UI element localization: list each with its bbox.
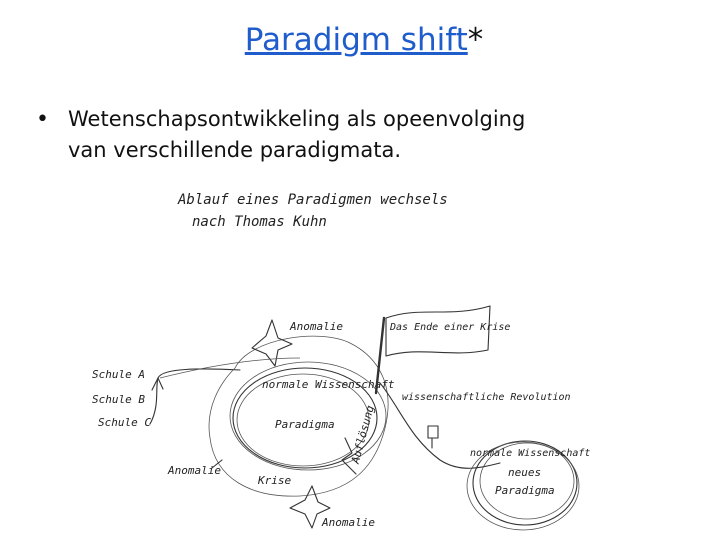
bullet-dot-icon: •: [36, 107, 49, 132]
revolution-label: wissenschaftliche Revolution: [402, 392, 571, 403]
aufloesung-label: Auflösung: [348, 403, 377, 465]
fist-icon: [428, 426, 438, 448]
school-to-paradigm-line: [160, 358, 300, 378]
bullet-line-1: Wetenschapsontwikkeling als opeenvolging: [68, 107, 526, 131]
sketch-heading-2: nach Thomas Kuhn: [192, 214, 327, 230]
new-normale-label: normale Wissenschaft: [470, 448, 591, 459]
neues-label: neues: [508, 466, 542, 479]
title-asterisk: *: [467, 22, 484, 58]
schule-b-label: Schule B: [92, 393, 145, 406]
schule-c-label: Schule C: [98, 416, 151, 429]
anomalie-left-label: Anomalie: [168, 464, 221, 477]
schule-a-label: Schule A: [92, 368, 145, 381]
bullet-item: [36, 104, 696, 166]
sketch-heading-1: Ablauf eines Paradigmen wechsels: [178, 192, 448, 208]
bullet-line-2: van verschillende paradigmata.: [68, 138, 402, 162]
anomalie-top-label: Anomalie: [290, 320, 343, 333]
bullet-list: [36, 104, 696, 166]
slide-title: [0, 20, 728, 60]
normale-wissenschaft-label: normale Wissenschaft: [262, 378, 395, 391]
new-paradigma-label: Paradigma: [495, 484, 555, 497]
anomalie-bottom-label: Anomalie: [322, 516, 375, 529]
paradigm-label: Paradigma: [275, 418, 335, 431]
krise-label: Krise: [258, 474, 292, 487]
flag-text: Das Ende einer Krise: [390, 322, 511, 333]
kuhn-sketch-drawing: [0, 178, 728, 546]
paradigm-shift-link[interactable]: Paradigm shift: [244, 22, 468, 58]
